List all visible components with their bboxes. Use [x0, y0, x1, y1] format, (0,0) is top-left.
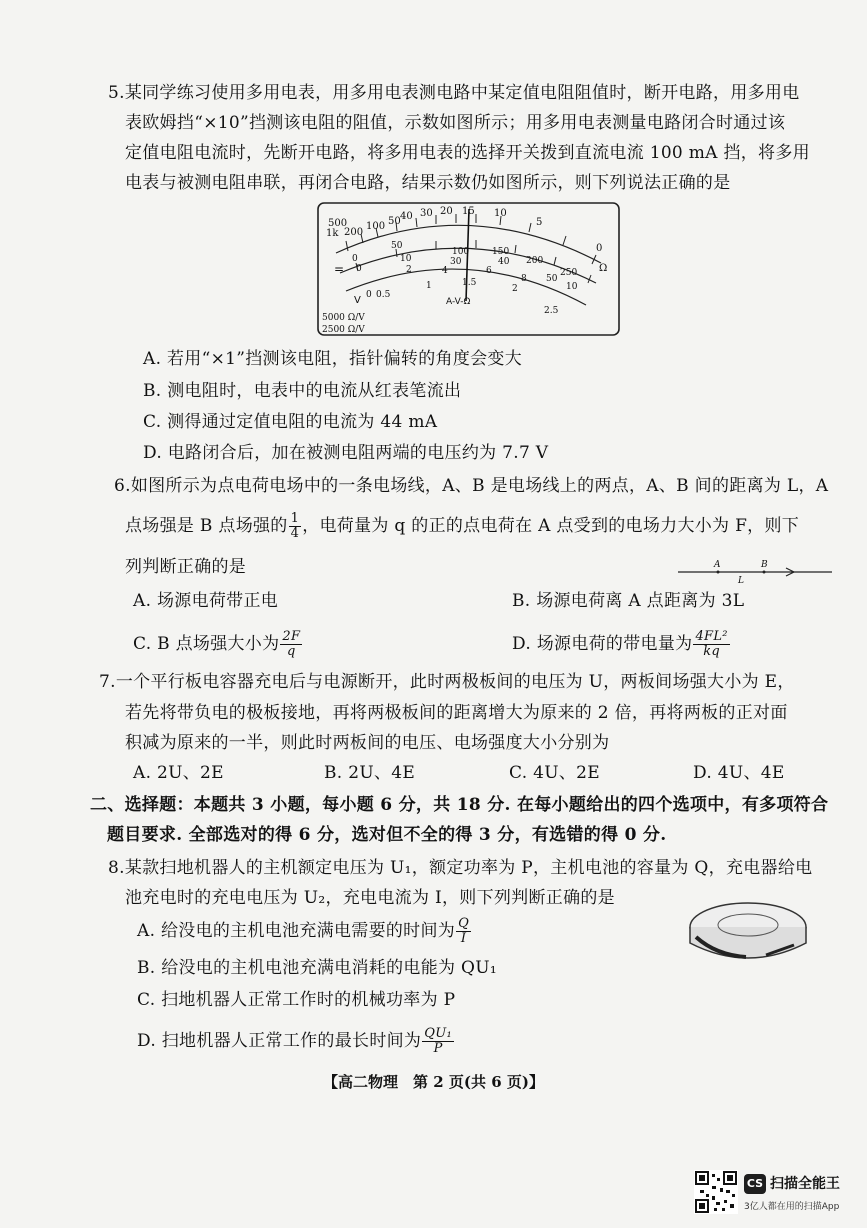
q8-option-d-num: QU₁	[424, 1026, 452, 1041]
q7-line1: 7.一个平行板电容器充电后与电源断开，此时两极板间的电压为 U，两板间场强大小为 E，	[99, 672, 795, 692]
section2-line1: 二、选择题：本题共 3 小题，每小题 6 分，共 18 分. 在每小题给出的四个选项中，有多项符合	[90, 795, 829, 815]
ohm-label: 100	[366, 221, 386, 232]
q7-option-a: A. 2U、2E	[133, 763, 224, 783]
q7-line3: 积减为原来的一半，则此时两板间的电压、电场强度大小分别为	[125, 733, 610, 753]
dc-label: 10	[400, 254, 412, 264]
spec-label-1: 5000 Ω/V	[322, 313, 365, 323]
dc-label: 200	[526, 256, 544, 266]
q6-line2-pre: 点场强是 B 点场强的	[125, 516, 288, 536]
q5-line4: 电表与被测电阻串联，再闭合电路，结果示数仍如图所示，则下列说法正确的是	[125, 173, 731, 193]
q6-line1: 6.如图所示为点电荷电场中的一条电场线，A、B 是电场线上的两点，A、B 间的距离为 L，A	[114, 476, 829, 496]
electric-field-line-figure	[676, 556, 836, 586]
q8-option-c: C. 扫地机器人正常工作时的机械功率为 P	[137, 990, 456, 1010]
ohm-unit: Ω	[599, 263, 608, 274]
ohm-label: 40	[400, 211, 413, 222]
v-symbol: V	[354, 295, 361, 306]
q6-line2-post: ，电荷量为 q 的正的点电荷在 A 点受到的电场力大小为 F，则下	[302, 516, 800, 536]
point-b-dot	[763, 571, 766, 574]
multimeter-dial-figure	[316, 201, 621, 337]
q8-option-a-num: Q	[458, 916, 470, 931]
page-footer: 【高二物理 第 2 页(共 6 页)】	[323, 1073, 544, 1091]
q6-option-c	[133, 630, 303, 659]
ohm-label: 0	[596, 243, 603, 254]
dc-label: 6	[486, 266, 492, 276]
scanner-badge	[694, 1168, 864, 1224]
q8-option-d-pre: D. 扫地机器人正常工作的最长时间为	[137, 1031, 422, 1051]
q6-option-d-den: kq	[703, 644, 721, 659]
q8-line1: 8.某款扫地机器人的主机额定电压为 U₁，额定功率为 P，主机电池的容量为 Q，充电器给电	[108, 858, 813, 878]
q5-line2: 表欧姆挡“×10”挡测该电阻的阻值，示数如图所示；用多用电表测量电路闭合时通过该	[125, 113, 786, 133]
center-label: A-V-Ω	[446, 297, 471, 307]
q8-option-a-fraction	[456, 917, 471, 946]
q6-fraction-den: 4	[290, 526, 300, 541]
q6-option-c-num: 2F	[282, 629, 301, 644]
q5-line3: 定值电阻电流时，先断开电路，将多用电表的选择开关拨到直流电流 100 mA 挡，将多用	[125, 143, 810, 163]
dc-label: 40	[498, 257, 510, 267]
q7-option-c: C. 4U、2E	[509, 763, 600, 783]
point-a-dot	[717, 571, 720, 574]
q8-option-a-den: I	[460, 931, 467, 946]
q6-fraction-num: 1	[290, 511, 300, 526]
q6-option-c-pre: C. B 点场强大小为	[133, 634, 280, 654]
q6-option-d	[512, 630, 731, 659]
ac-label: 2.5	[544, 306, 559, 316]
q5-option-b: B. 测电阻时，电表中的电流从红表笔流出	[143, 381, 462, 401]
ohm-label: 5	[536, 217, 543, 228]
ac-label: 0.5	[376, 290, 391, 300]
dc-label: 4	[442, 266, 448, 276]
q6-line3: 列判断正确的是	[125, 557, 247, 577]
ohm-label: 500	[328, 218, 348, 229]
q8-option-d	[137, 1027, 455, 1056]
q5-line1: 5.某同学练习使用多用电表，用多用电表测电路中某定值电阻阻值时，断开电路，用多用电	[108, 83, 800, 103]
distance-label: L	[738, 576, 744, 586]
ac-label: 2	[512, 284, 518, 294]
ohm-label: 50	[388, 216, 401, 227]
dc-label: 250	[560, 268, 578, 278]
q6-option-c-fraction	[280, 630, 302, 659]
q7-option-d: D. 4U、4E	[693, 763, 785, 783]
section2-line2: 题目要求. 全部选对的得 6 分，选对但不全的得 3 分，有选错的得 0 分.	[107, 825, 667, 845]
q8-option-a	[137, 917, 472, 946]
dc-label: 0	[352, 254, 358, 264]
q5-option-c: C. 测得通过定值电阻的电流为 44 mA	[143, 412, 438, 432]
dc-label: 150	[492, 247, 510, 257]
q7-line2: 若先将带负电的极板接地，再将两极板间的距离增大为原来的 2 倍，再将两板的正对面	[125, 703, 788, 723]
point-b-label: B	[761, 560, 768, 570]
ac-label: 1	[426, 281, 432, 291]
dc-label: 50	[546, 274, 558, 284]
q6-option-d-fraction	[693, 630, 729, 659]
cs-logo-icon: CS	[744, 1174, 766, 1194]
ohm-label: 15	[462, 206, 475, 217]
robot-body	[690, 927, 806, 958]
q6-option-c-den: q	[287, 644, 296, 659]
dc-label: 2	[406, 265, 412, 275]
scanner-app-name: 扫描全能王	[770, 1176, 840, 1192]
q8-option-d-fraction	[422, 1027, 454, 1056]
dc-symbol: =	[334, 262, 345, 276]
robot-vacuum-image	[686, 893, 810, 975]
ac-label: 1.5	[462, 278, 477, 288]
q6-line2	[125, 512, 799, 541]
scanner-app-tagline: 3亿人都在用的扫描App	[744, 1202, 840, 1212]
q6-fraction	[289, 512, 302, 541]
q8-option-a-pre: A. 给没电的主机电池充满电需要的时间为	[137, 921, 456, 941]
q5-option-a: A. 若用“×1”挡测该电阻，指针偏转的角度会变大	[143, 349, 523, 369]
q7-option-b: B. 2U、4E	[324, 763, 416, 783]
ohm-label: 1k	[326, 228, 339, 239]
qr-code-icon	[694, 1170, 738, 1214]
ohm-label: 30	[420, 208, 433, 219]
spec-label-2: 2500 Ω/V	[322, 325, 365, 335]
ohm-label: 10	[494, 208, 507, 219]
dc-label: 30	[450, 257, 462, 267]
ac-label: 0	[366, 290, 372, 300]
q8-option-b: B. 给没电的主机电池充满电消耗的电能为 QU₁	[137, 958, 497, 978]
dc-label: 10	[566, 282, 578, 292]
q5-option-d: D. 电路闭合后，加在被测电阻两端的电压约为 7.7 V	[143, 443, 549, 463]
q6-option-d-pre: D. 场源电荷的带电量为	[512, 634, 693, 654]
q8-option-d-den: P	[433, 1041, 443, 1056]
q6-option-b: B. 场源电荷离 A 点距离为 3L	[512, 591, 745, 611]
q8-line2: 池充电时的充电电压为 U₂，充电电流为 I，则下列判断正确的是	[125, 888, 615, 908]
dc-label: 0	[356, 264, 362, 274]
ohm-label: 200	[344, 227, 364, 238]
dc-label: 8	[521, 274, 527, 284]
ohm-label: 20	[440, 206, 453, 217]
q6-option-d-num: 4FL²	[695, 629, 728, 644]
dc-label: 50	[391, 241, 403, 251]
q6-option-a: A. 场源电荷带正电	[133, 591, 279, 611]
point-a-label: A	[714, 560, 721, 570]
dc-label: 100	[452, 247, 470, 257]
